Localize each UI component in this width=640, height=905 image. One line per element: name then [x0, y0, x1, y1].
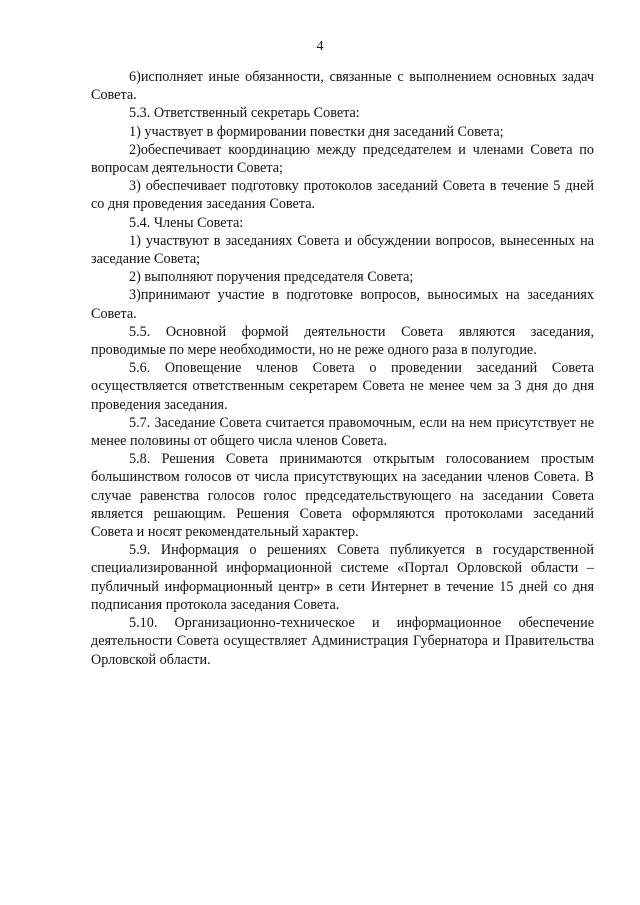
- paragraph: 2) выполняют поручения председателя Совета;: [129, 269, 414, 286]
- paragraph: 5.9. Информация о решениях Совета публикуется в государственной специализированной информационной системе «Портал Орловской области – публичный информационный центр» в сети Интернет в течение 15 дней со дня подписания протокола заседания Совета.: [91, 542, 594, 613]
- page-number: 4: [316, 39, 324, 54]
- paragraph: 5.10. Организационно-техническое и информационное обеспечение деятельности Совета осуществляет Администрация Губернатора и Правительства Орловской области.: [91, 615, 594, 668]
- paragraph: 3)принимают участие в подготовке вопросов, выносимых на заседаниях Совета.: [91, 287, 594, 322]
- paragraph: 1) участвует в формировании повестки дня заседаний Совета;: [129, 123, 504, 140]
- paragraph: 2)обеспечивает координацию между председателем и членами Совета по вопросам деятельности Совета;: [91, 141, 594, 177]
- paragraph: 5.7. Заседание Совета считается правомочным, если на нем присутствует не менее половины от общего числа членов Совета.: [91, 414, 594, 450]
- paragraph: 5.8. Решения Совета принимаются открытым голосованием простым большинством голосов от числа присутствующих на заседании членов Совета. В случае равенства голосов голос председательствующего на заседании Совета является решающим. Решения Совета оформляются протоколами заседаний Совета и носят рекомендательный характер.: [91, 451, 594, 541]
- paragraph: 5.5. Основной формой деятельности Совета являются заседания, проводимые по мере необходимости, но не реже одного раза в полугодие.: [91, 323, 594, 359]
- paragraph: 5.3. Ответственный секретарь Совета:: [129, 105, 360, 122]
- document-body: [91, 68, 594, 669]
- paragraph: 1) участвуют в заседаниях Совета и обсуждении вопросов, вынесенных на заседание Совета;: [91, 232, 594, 268]
- paragraph: 5.6. Оповещение членов Совета о проведении заседаний Совета осуществляется ответственным секретарем Совета не менее чем за 3 дня до дня проведения заседания.: [91, 360, 594, 413]
- paragraph: 6)исполняет иные обязанности, связанные с выполнением основных задач Совета.: [91, 69, 594, 104]
- paragraph: 5.4. Члены Совета:: [129, 214, 244, 231]
- paragraph: 3) обеспечивает подготовку протоколов заседаний Совета в течение 5 дней со дня проведения заседания Совета.: [91, 178, 594, 213]
